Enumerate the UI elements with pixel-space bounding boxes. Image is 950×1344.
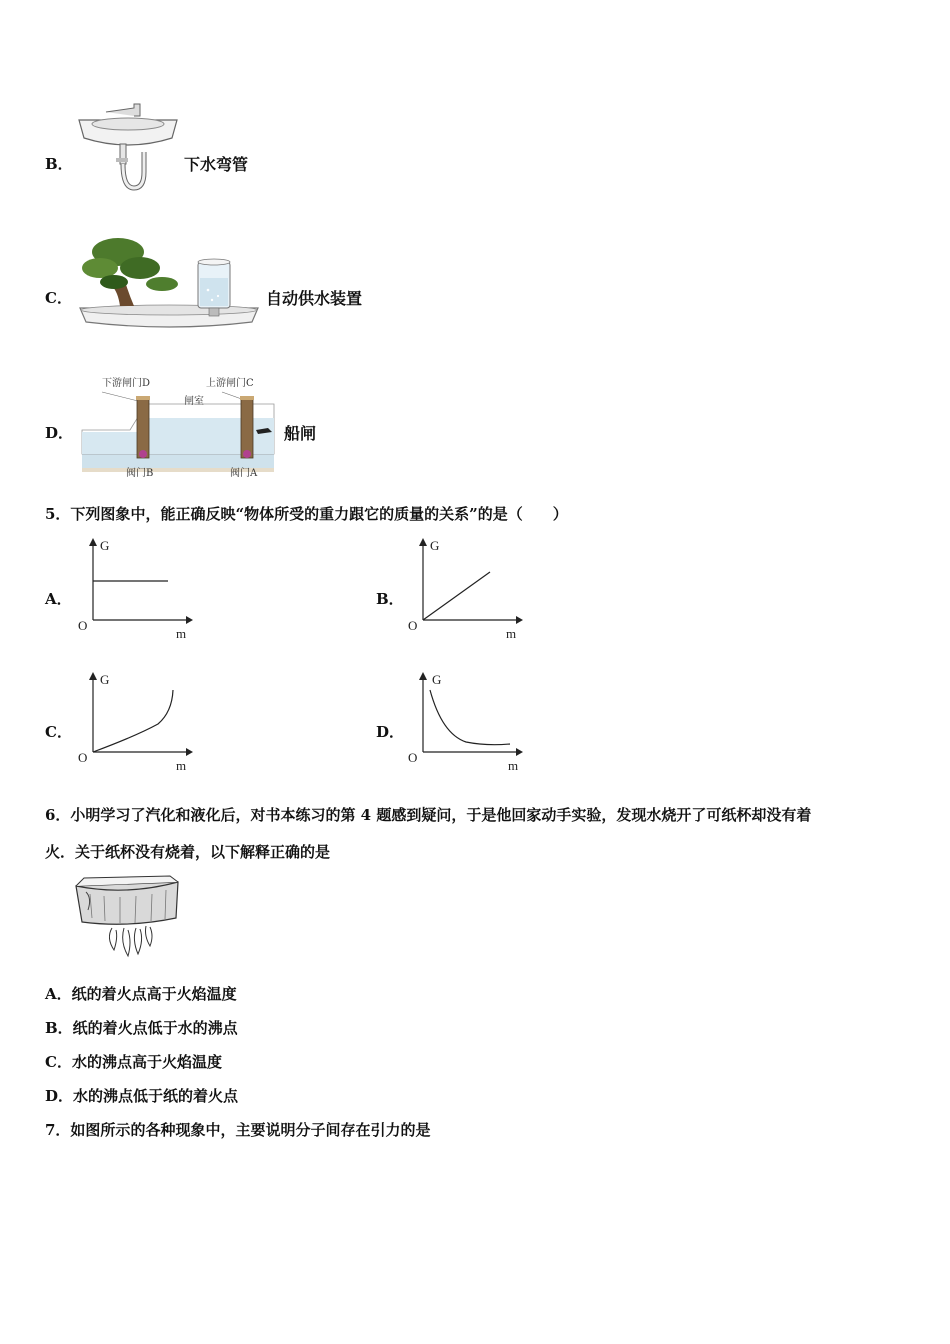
gate-d-label: 下游闸门D	[102, 378, 151, 389]
y-axis-arrow-icon	[419, 672, 427, 680]
curve-decreasing	[430, 690, 510, 745]
chamber-label: 闸室	[184, 396, 204, 407]
graph-c	[76, 670, 196, 774]
x-axis-label: m	[176, 626, 187, 641]
y-axis-arrow-icon	[89, 672, 97, 680]
x-axis-arrow-icon	[186, 616, 193, 624]
origin-label: O	[78, 618, 88, 633]
graph-b	[406, 536, 526, 640]
option-c-label: 自动供水装置	[266, 289, 363, 308]
x-axis-label: m	[176, 758, 187, 773]
x-axis-label: m	[506, 626, 517, 641]
origin-label: O	[78, 750, 88, 765]
ship-lock-icon	[82, 374, 278, 482]
q6-option-d[interactable]: D．水的沸点低于纸的着火点	[45, 1087, 239, 1105]
q6-option-c[interactable]: C．水的沸点高于火焰温度	[45, 1053, 222, 1071]
x-axis-arrow-icon	[186, 748, 193, 756]
q5-option-a-letter: A．	[45, 590, 72, 608]
option-d-label: 船闸	[284, 424, 317, 443]
sink-trap-icon	[76, 100, 180, 194]
valve-b-label: 阀门B	[126, 468, 154, 479]
option-b-letter: B．	[45, 155, 73, 173]
question-5-text: 5．下列图象中，能正确反映“物体所受的重力跟它的质量的关系”的是（ ）	[45, 505, 568, 523]
y-axis-arrow-icon	[89, 538, 97, 546]
bonsai-water-icon	[78, 234, 262, 330]
option-d-letter: D．	[45, 424, 74, 442]
q6-option-a[interactable]: A．纸的着火点高于火焰温度	[45, 985, 237, 1003]
question-7-text: 7．如图所示的各种现象中，主要说明分子间存在引力的是	[45, 1121, 431, 1139]
graph-d	[406, 670, 526, 774]
y-axis-label: G	[100, 538, 110, 553]
q5-option-d-letter: D．	[376, 723, 405, 741]
x-axis-arrow-icon	[516, 616, 523, 624]
question-6-line1: 6．小明学习了汽化和液化后，对书本练习的第 4 题感到疑问，于是他回家动手实验，发现水烧开了可纸杯却没有着	[45, 806, 812, 824]
option-c-letter: C．	[45, 289, 72, 307]
curve-increasing	[93, 690, 173, 752]
y-axis-arrow-icon	[419, 538, 427, 546]
option-b-label: 下水弯管	[184, 155, 249, 174]
origin-label: O	[408, 618, 418, 633]
graph-a	[76, 536, 196, 640]
y-axis-label: G	[100, 672, 110, 687]
question-6-line2: 火．关于纸杯没有烧着，以下解释正确的是	[45, 843, 331, 861]
x-axis-arrow-icon	[516, 748, 523, 756]
valve-a-label: 阀门A	[230, 468, 258, 479]
x-axis-label: m	[508, 758, 519, 773]
origin-label: O	[408, 750, 418, 765]
q5-option-b-letter: B．	[376, 590, 404, 608]
curve-linear	[423, 572, 490, 620]
y-axis-label: G	[432, 672, 442, 687]
y-axis-label: G	[430, 538, 440, 553]
q6-option-b[interactable]: B．纸的着火点低于水的沸点	[45, 1019, 238, 1037]
paper-cup-flame-icon	[72, 874, 184, 958]
q5-option-c-letter: C．	[45, 723, 72, 741]
gate-c-label: 上游闸门C	[206, 378, 254, 389]
